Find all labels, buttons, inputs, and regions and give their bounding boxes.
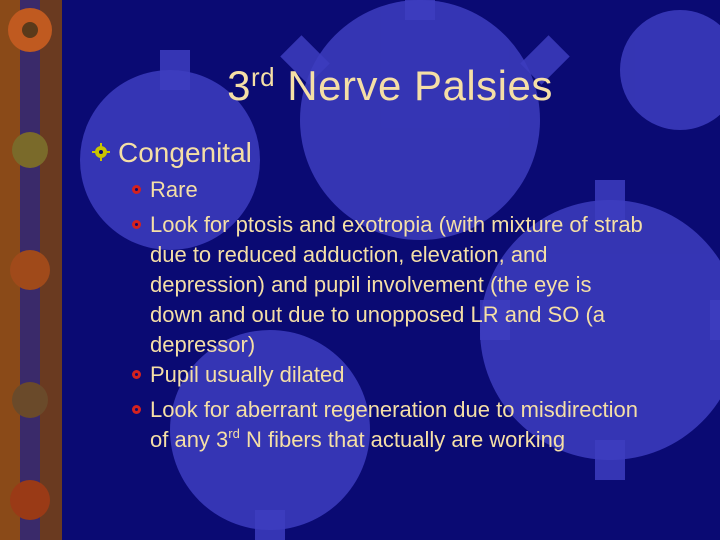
- bullet-line-last: [150, 425, 710, 455]
- title-suffix: Nerve Palsies: [275, 62, 553, 109]
- gear-bullet-icon: [130, 183, 143, 196]
- slide-title: [0, 58, 720, 114]
- bullet-line: depressor): [150, 332, 256, 357]
- gear-bullet-icon: [92, 143, 110, 161]
- bullet-text: [150, 210, 710, 360]
- gear-bullet-icon: [130, 368, 143, 381]
- bullet-text: [150, 395, 710, 455]
- bullet-line: Pupil usually dilated: [150, 362, 345, 387]
- last-line-prefix: of any 3: [150, 427, 229, 452]
- bullet-line: down and out due to unopposed LR and SO (a: [150, 302, 606, 327]
- title-prefix: 3: [227, 62, 251, 109]
- gear-bullet-icon: [130, 403, 143, 416]
- bullet-line: depression) and pupil involvement (the eye is: [150, 272, 592, 297]
- section-label: Congenital: [118, 137, 252, 168]
- bullet-line: Look for ptosis and exotropia (with mixture of strab: [150, 212, 643, 237]
- bullet-line: due to reduced adduction, elevation, and: [150, 242, 548, 267]
- bullet-text: [150, 175, 710, 205]
- bullet-text: [150, 360, 710, 390]
- bullet-line: Rare: [150, 177, 198, 202]
- gear-bullet-icon: [130, 218, 143, 231]
- title-superscript: rd: [250, 62, 276, 92]
- last-line-suffix: N fibers that actually are working: [239, 427, 566, 452]
- last-line-superscript: rd: [228, 426, 240, 441]
- bullet-line: Look for aberrant regeneration due to misdirection: [150, 397, 638, 422]
